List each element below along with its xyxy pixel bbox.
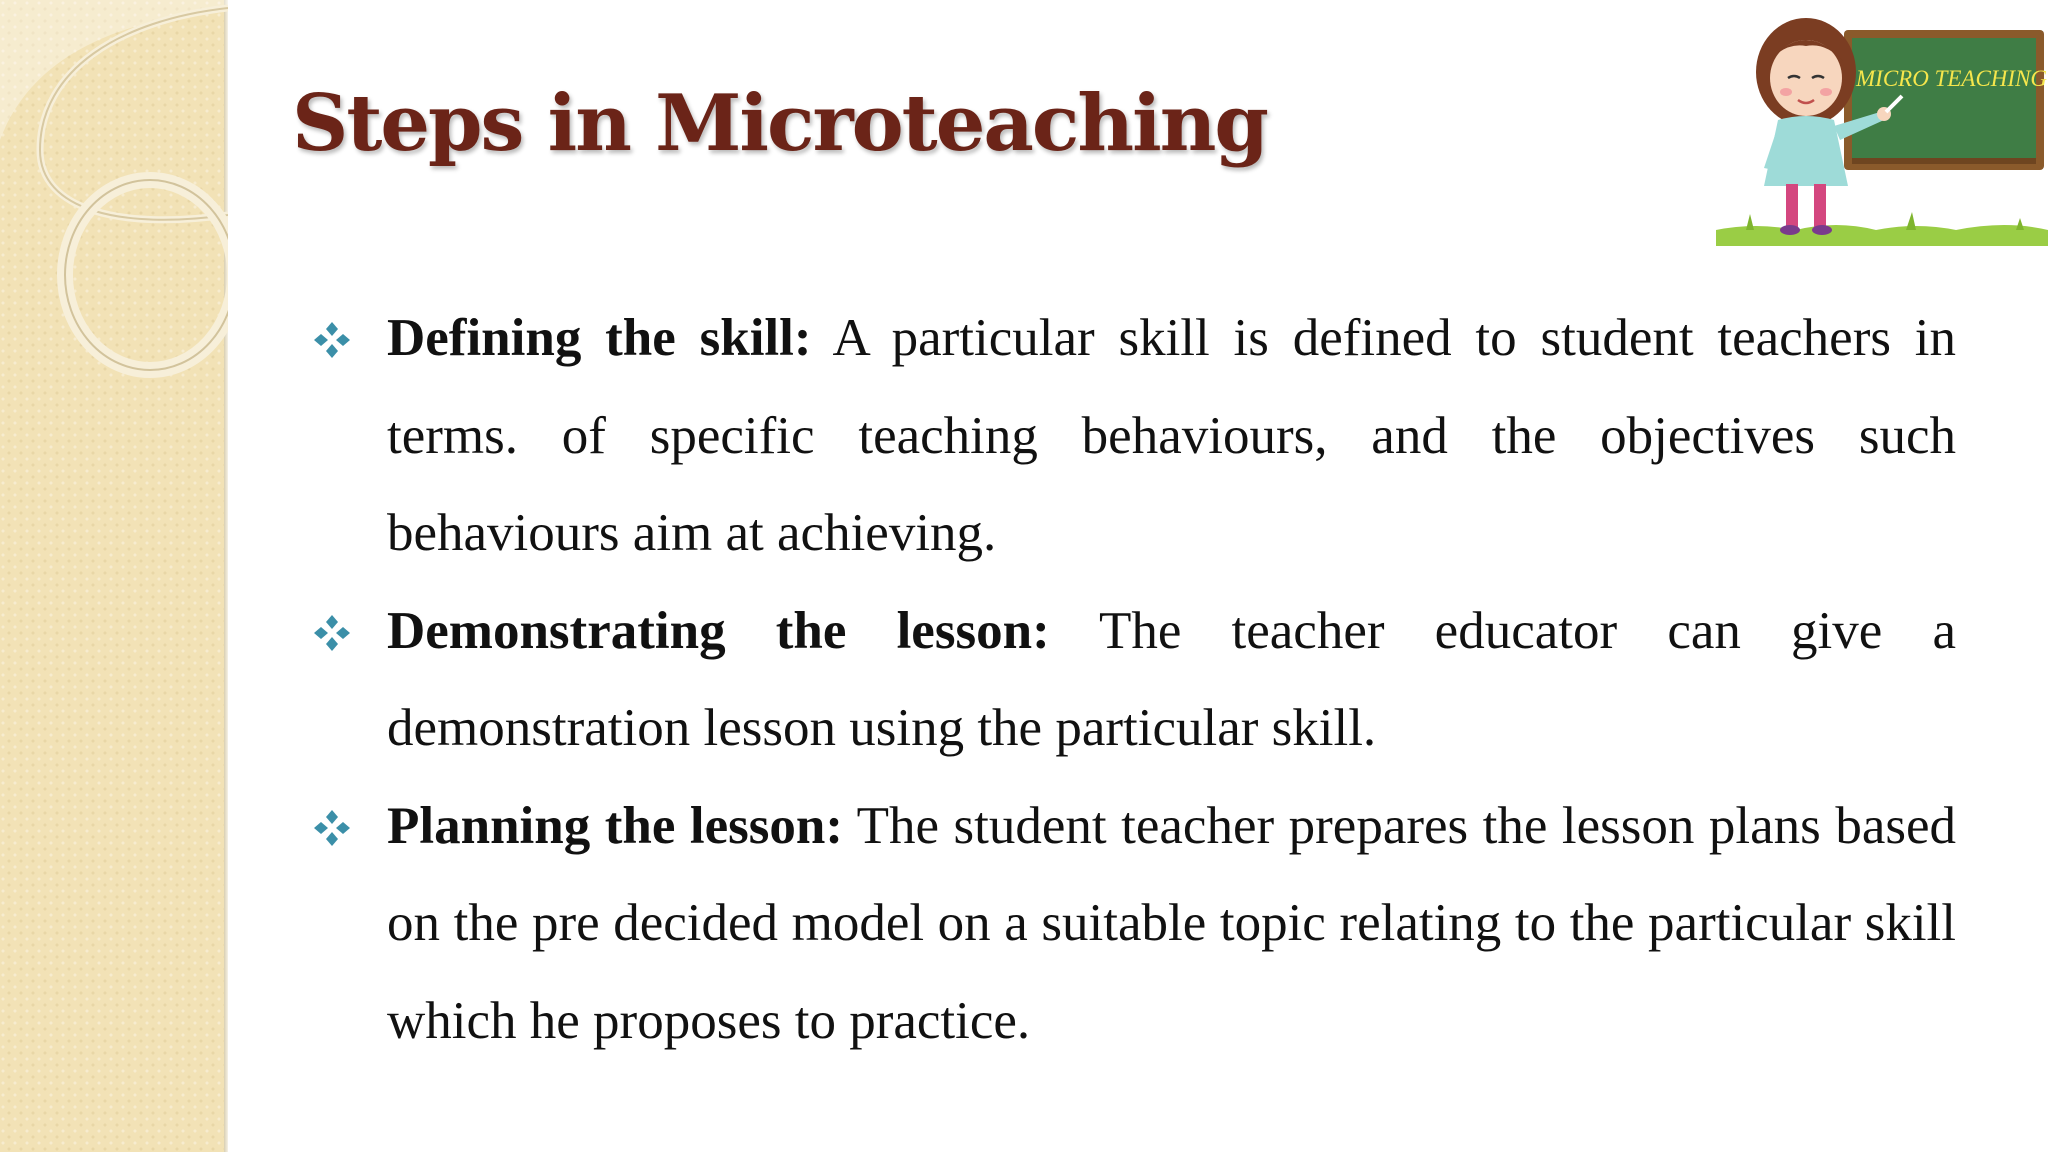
slide-title: Steps in Microteaching	[292, 78, 1267, 169]
diamond-bullet-icon	[310, 806, 354, 850]
list-item	[310, 583, 1956, 778]
decorative-rings	[0, 0, 228, 420]
teacher-chalkboard-illustration	[1716, 8, 2048, 248]
bullet-list	[310, 290, 1956, 1070]
item-text: A particular skill is defined to student teachers in terms. of specific teaching behaviours, and the objectives such behaviours aim at achieving.	[387, 309, 1956, 562]
list-item	[310, 290, 1956, 583]
list-item	[310, 778, 1956, 1071]
item-term: Planning the lesson:	[387, 796, 844, 855]
diamond-bullet-icon	[310, 318, 354, 362]
diamond-bullet-icon	[310, 611, 354, 655]
item-term: Demonstrating the lesson:	[387, 601, 1050, 660]
item-term: Defining the skill:	[387, 309, 812, 367]
item-text: The student teacher prepares the lesson plans based on the pre decided model on a suitable topic relating to the particular skill which he proposes to practice.	[387, 796, 1956, 1050]
item-text: The teacher educator can give a demonstration lesson using the particular skill.	[387, 601, 1956, 757]
chalkboard-text: MICRO TEACHING	[1856, 66, 2048, 91]
